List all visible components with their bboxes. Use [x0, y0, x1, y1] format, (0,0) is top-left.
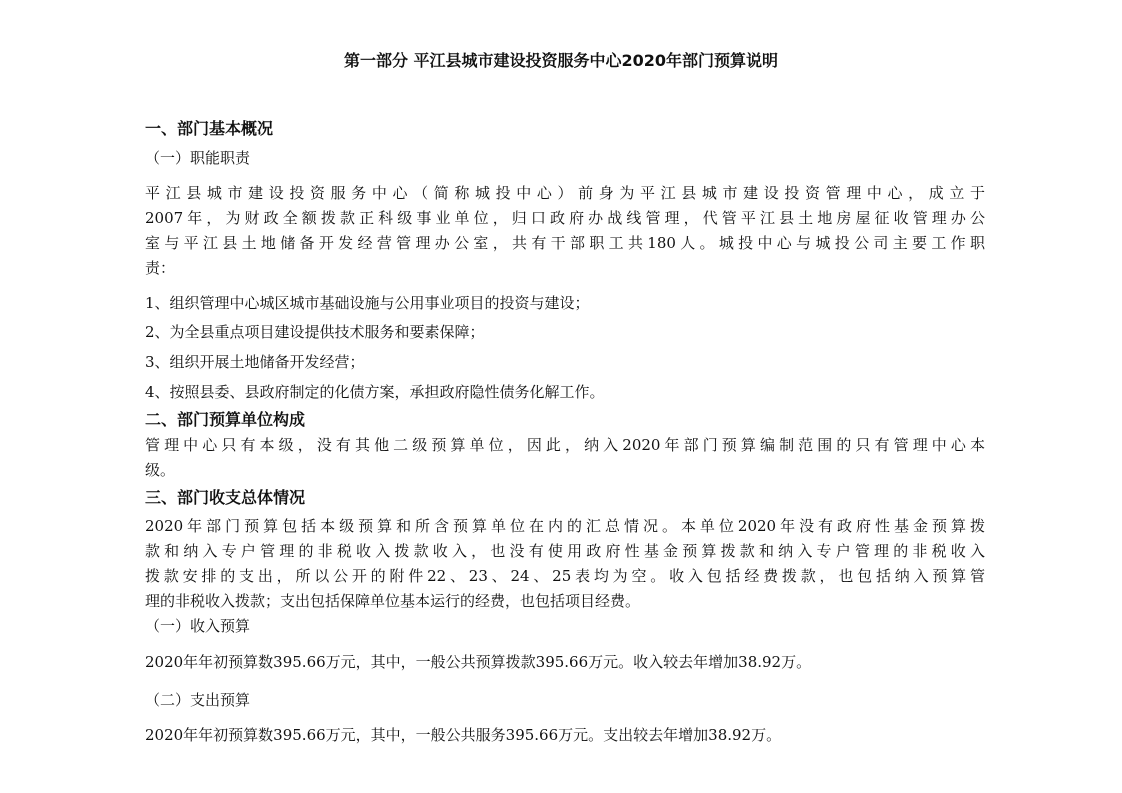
- income-budget-heading: （一）收入预算: [145, 617, 251, 635]
- section-3-paragraph-line: 理的非税收入拨款；支出包括保障单位基本运行的经费，也包括项目经费。: [145, 592, 641, 610]
- duty-list-item: 2、为全县重点项目建设提供技术服务和要素保障；: [145, 323, 485, 341]
- section-3-paragraph-line: 拨款安排的支出，所以公开的附件22、23、24、25表均为空。收入包括经费拨款，也包括纳入预算管: [145, 567, 985, 585]
- section-3-paragraph-line: 2020年部门预算包括本级预算和所含预算单位在内的汇总情况。本单位2020年没有政府性基金预算拨: [145, 517, 985, 535]
- section-1-sub-heading: （一）职能职责: [145, 149, 251, 167]
- expense-budget-heading: （二）支出预算: [145, 691, 251, 709]
- duty-list-item: 3、组织开展土地储备开发经营；: [145, 353, 365, 371]
- income-budget-text: 2020年年初预算数395.66万元，其中，一般公共预算拨款395.66万元。收入较去年增加38.92万。: [145, 653, 812, 671]
- section-1-heading: 一、部门基本概况: [145, 119, 274, 138]
- section-3-paragraph-line: 款和纳入专户管理的非税收入拨款收入，也没有使用政府性基金预算拨款和纳入专户管理的非税收入: [145, 542, 985, 560]
- section-1-paragraph-line: 2007年，为财政全额拨款正科级事业单位，归口政府办战线管理，代管平江县土地房屋征收管理办公: [145, 209, 985, 227]
- document-title: 第一部分 平江县城市建设投资服务中心2020年部门预算说明: [343, 51, 779, 70]
- section-2-paragraph-line: 管理中心只有本级，没有其他二级预算单位，因此，纳入2020年部门预算编制范围的只有管理中心本: [145, 436, 985, 454]
- section-1-paragraph-line: 室与平江县土地储备开发经营管理办公室，共有干部职工共180人。城投中心与城投公司主要工作职: [145, 234, 985, 252]
- duty-list-item: 4、按照县委、县政府制定的化债方案，承担政府隐性债务化解工作。: [145, 383, 605, 401]
- section-1-paragraph-line: 责：: [145, 259, 176, 277]
- section-2-heading: 二、部门预算单位构成: [145, 410, 306, 429]
- section-2-paragraph-line: 级。: [145, 461, 176, 479]
- section-3-heading: 三、部门收支总体情况: [145, 488, 306, 507]
- duty-list-item: 1、组织管理中心城区城市基础设施与公用事业项目的投资与建设；: [145, 294, 590, 312]
- section-1-paragraph-line: 平江县城市建设投资服务中心（简称城投中心）前身为平江县城市建设投资管理中心，成立于: [145, 184, 985, 202]
- expense-budget-text: 2020年年初预算数395.66万元，其中，一般公共服务395.66万元。支出较去年增加38.92万。: [145, 726, 782, 744]
